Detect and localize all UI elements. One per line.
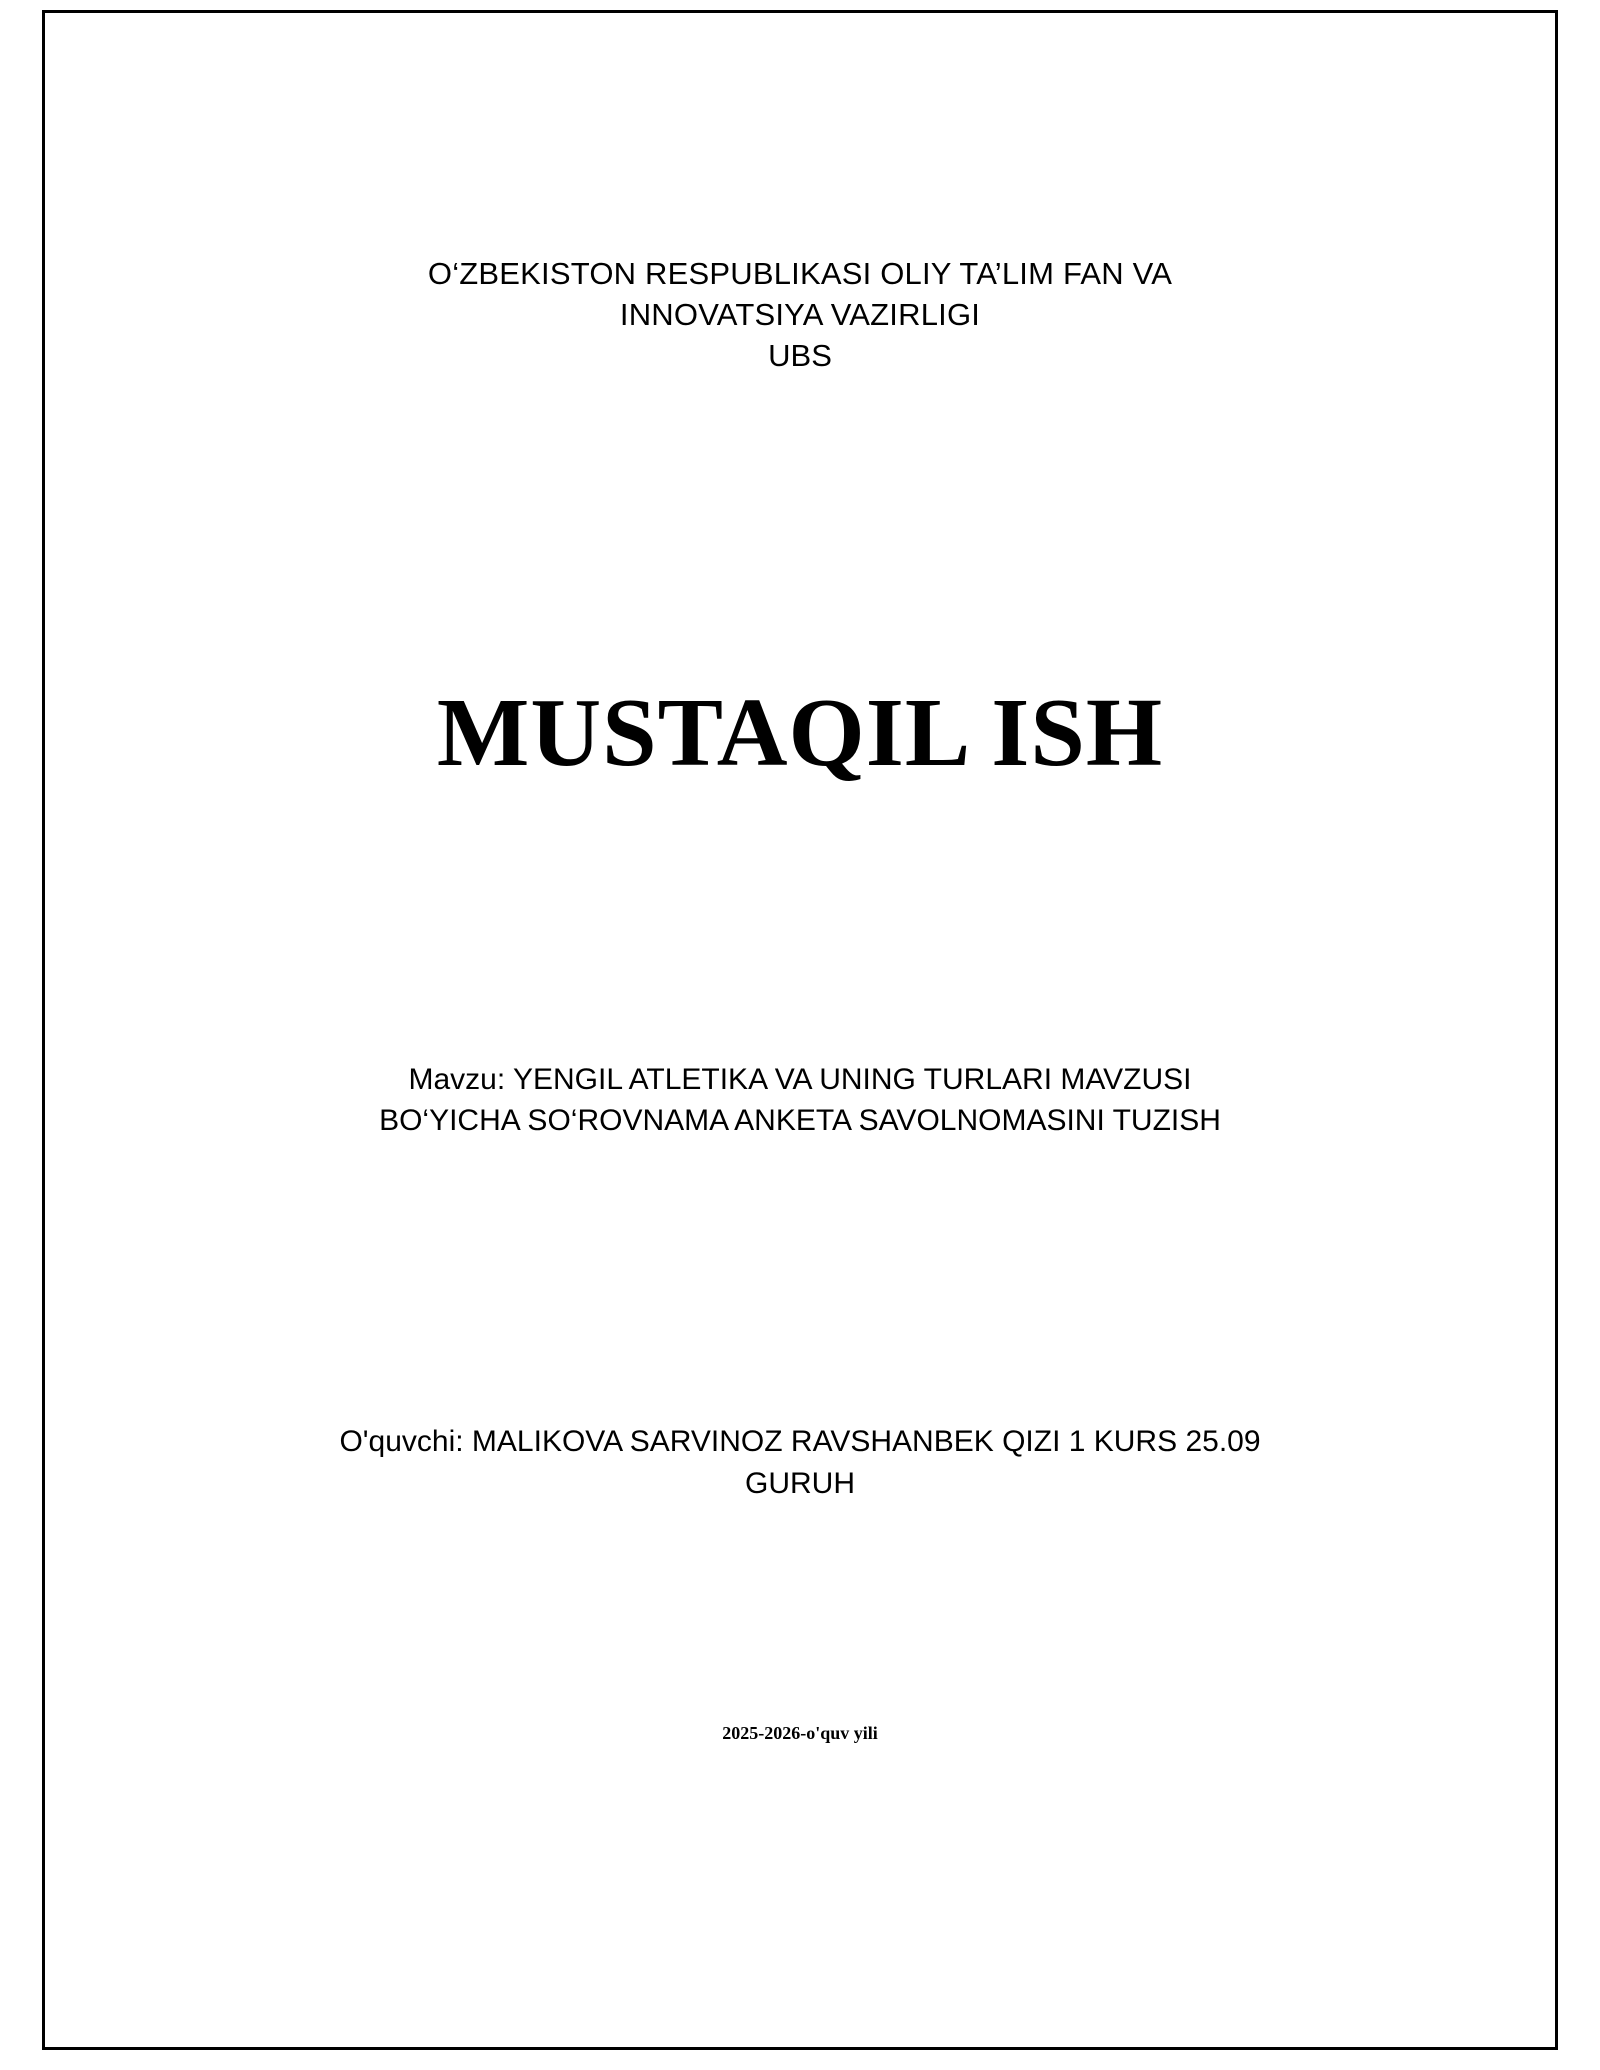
ministry-heading [225,253,1375,335]
document-title: MUSTAQIL ISH [436,678,1164,787]
document-page [42,10,1558,2050]
author-info [225,1421,1375,1504]
ministry-line-2: INNOVATSIYA VAZIRLIGI [619,297,981,333]
academic-year: 2025-2026-o'quv yili [722,1723,878,1743]
organization-name: UBS [768,338,832,374]
ministry-line-1: O‘ZBEKISTON RESPUBLIKASI OLIY TA’LIM FAN VA [427,256,1173,291]
subject-line-2: BO‘YICHA SO‘ROVNAMA ANKETA SAVOLNOMASINI TUZISH [379,1104,1221,1138]
page-content [45,13,1555,2047]
author-line-1: O'quvchi: MALIKOVA SARVINOZ RAVSHANBEK QIZI 1 KURS 25.09 [339,1425,1261,1459]
subject-heading [225,1059,1375,1142]
subject-line-1: Mavzu: YENGIL ATLETIKA VA UNING TURLARI MAVZUSI [408,1062,1192,1096]
author-line-2: GURUH [745,1466,855,1500]
